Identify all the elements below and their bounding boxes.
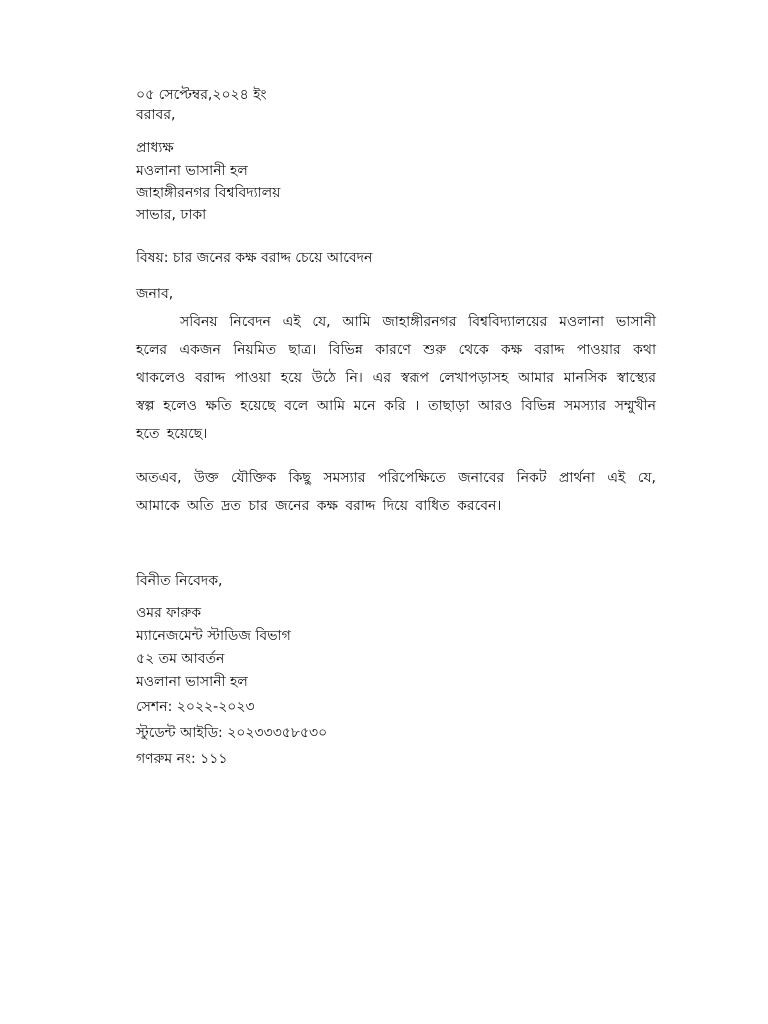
sender-session: সেশন: ২০২২-২০২৩ xyxy=(136,699,255,715)
sender-room: গণরুম নং: ১১১ xyxy=(136,751,228,767)
to-line: বরাবর, xyxy=(136,107,176,123)
letter-subject: বিষয়: চার জনের কক্ষ বরাদ্দ চেয়ে আবেদন xyxy=(136,250,373,266)
recipient-hall: মওলানা ভাসানী হল xyxy=(136,163,248,179)
sender-batch: ৫২ তম আবর্তন xyxy=(136,651,225,667)
sender-name: ওমর ফারুক xyxy=(136,605,202,621)
body-paragraph-2-text: অতএব, উক্ত যৌক্তিক কিছু সমস্যার পরিপেক্ষিতে জনাবের নিকট প্রার্থনা এই যে, আমাকে অতি দ্রত চার জনের কক্ষ বরাদ্দ দিয়ে বাধিত করবেন। xyxy=(136,470,656,514)
body-paragraph-1-text: সবিনয় নিবেদন এই যে, আমি জাহাঙ্গীরনগর বিশ্ববিদ্যালয়ের মওলানা ভাসানী হলের একজন নিয়মিত ছাত্র। বিভিন্ন কারণে শুরু থেকে কক্ষ বরাদ্দ পাওয়ার কথা থাকলেও বরাদ্দ পাওয়া হয়ে উঠে নি। এর স্বরূপ লেখাপড়াসহ আমার মানসিক স্বাস্থ্যের স্বল্প হলেও ক্ষতি হয়েছে বলে আমি মনে করি । তাছাড়া আরও বিভিন্ন সমস্যার সম্মুখীন হতে হয়েছে। xyxy=(136,314,656,442)
recipient-title: প্রাধ্যক্ষ xyxy=(136,140,174,156)
sender-department: ম্যানেজমেন্ট স্টাডিজ বিভাগ xyxy=(136,628,291,644)
letter-date: ০৫ সেপ্টেম্বর,২০২৪ ইং xyxy=(136,87,267,103)
body-paragraph-1 xyxy=(136,308,656,448)
sender-hall: মওলানা ভাসানী হল xyxy=(136,674,248,690)
recipient-university: জাহাঙ্গীরনগর বিশ্ববিদ্যালয় xyxy=(136,185,281,201)
salutation: জনাব, xyxy=(136,286,174,302)
sender-student-id: স্টুডেন্ট আইডি: ২০২৩৩৩৫৮৫৩০ xyxy=(136,725,328,741)
closing: বিনীত নিবেদক, xyxy=(136,573,223,589)
recipient-location: সাভার, ঢাকা xyxy=(136,207,207,223)
body-paragraph-2 xyxy=(136,464,656,520)
